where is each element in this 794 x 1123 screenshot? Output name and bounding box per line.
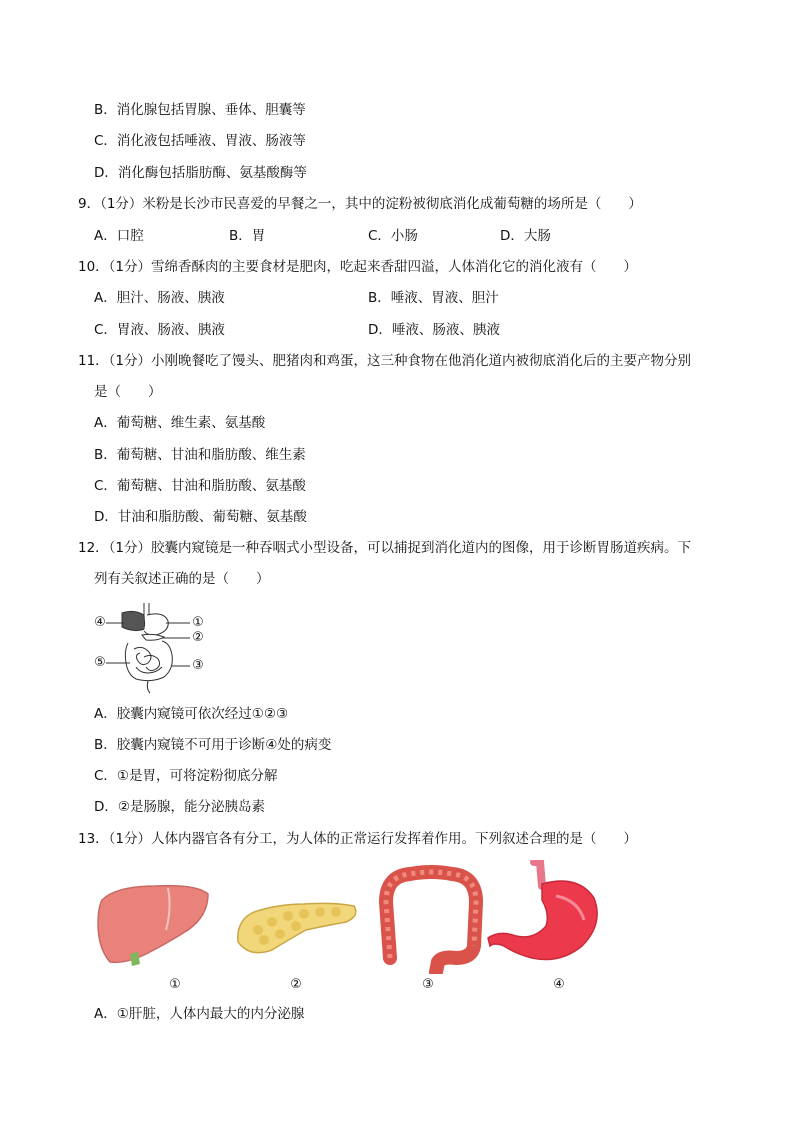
q11-option-b: B．葡萄糖、甘油和脂肪酸、维生素 bbox=[94, 447, 306, 463]
q11-option-a: A．葡萄糖、维生素、氨基酸 bbox=[94, 415, 266, 431]
q12-option-a: A．胶囊内窥镜可依次经过①②③ bbox=[94, 706, 289, 722]
pancreas-image bbox=[234, 890, 362, 960]
caption-liver: ① bbox=[169, 977, 181, 992]
q12-stem-line1: 12．（1分）胶囊内窥镜是一种吞咽式小型设备，可以捕捉到消化道内的图像，用于诊断胃肠道疾病。下 bbox=[78, 540, 692, 556]
q9-option-d: D．大肠 bbox=[500, 228, 551, 244]
liver-image bbox=[96, 878, 211, 970]
stomach-image bbox=[486, 860, 604, 972]
q11-option-d: D．甘油和脂肪酸、葡萄糖、氨基酸 bbox=[94, 509, 307, 525]
q9-stem: 9．（1分）米粉是长沙市民喜爱的早餐之一，其中的淀粉被彻底消化成葡萄糖的场所是（ ） bbox=[78, 196, 642, 212]
q12-option-b: B．胶囊内窥镜不可用于诊断④处的病变 bbox=[94, 737, 332, 753]
diagram-label-pancreas: ② bbox=[192, 630, 204, 645]
q10-option-a: A．胆汁、肠液、胰液 bbox=[94, 290, 225, 306]
q11-stem-line2: 是（ ） bbox=[94, 384, 162, 400]
caption-pancreas: ② bbox=[290, 977, 302, 992]
q10-option-b: B．唾液、胃液、胆汁 bbox=[368, 290, 499, 306]
q12-stem-line2: 列有关叙述正确的是（ ） bbox=[94, 571, 270, 587]
q11-option-c: C．葡萄糖、甘油和脂肪酸、氨基酸 bbox=[94, 478, 306, 494]
q9-option-a: A．口腔 bbox=[94, 228, 144, 244]
diagram-label-stomach: ① bbox=[192, 615, 204, 630]
stomach-drawing bbox=[486, 860, 604, 972]
digestive-system-diagram bbox=[92, 603, 217, 695]
q9-option-b: B．胃 bbox=[229, 228, 266, 244]
q13-stem: 13．（1分）人体内器官各有分工，为人体的正常运行发挥着作用。下列叙述合理的是（ ） bbox=[78, 831, 638, 847]
large-intestine-image bbox=[376, 862, 486, 974]
q10-option-c: C．胃液、肠液、胰液 bbox=[94, 322, 225, 338]
q8-option-b: B．消化腺包括胃腺、垂体、胆囊等 bbox=[94, 102, 306, 118]
caption-large-intestine: ③ bbox=[422, 977, 434, 992]
q12-option-d: D．②是肠腺，能分泌胰岛素 bbox=[94, 799, 265, 815]
diagram-label-small-intestine: ⑤ bbox=[94, 655, 106, 670]
caption-stomach: ④ bbox=[553, 977, 565, 992]
q13-option-a: A．①肝脏，人体内最大的内分泌腺 bbox=[94, 1006, 305, 1022]
large-intestine-drawing bbox=[376, 862, 486, 974]
q12-option-c: C．①是胃，可将淀粉彻底分解 bbox=[94, 768, 278, 784]
diagram-label-liver: ④ bbox=[94, 615, 106, 630]
diagram-label-large-intestine: ③ bbox=[192, 658, 204, 673]
q8-option-d: D．消化酶包括脂肪酶、氨基酸酶等 bbox=[94, 165, 307, 181]
q10-stem: 10．（1分）雪绵香酥肉的主要食材是肥肉，吃起来香甜四溢，人体消化它的消化液有（ ） bbox=[78, 259, 638, 275]
q10-option-d: D．唾液、肠液、胰液 bbox=[368, 322, 500, 338]
q8-option-c: C．消化液包括唾液、胃液、肠液等 bbox=[94, 133, 306, 149]
q9-option-c: C．小肠 bbox=[368, 228, 418, 244]
liver-drawing bbox=[96, 878, 211, 970]
q11-stem-line1: 11．（1分）小刚晚餐吃了馒头、肥猪肉和鸡蛋，这三种食物在他消化道内被彻底消化后的主要产物分别 bbox=[78, 353, 692, 369]
pancreas-drawing bbox=[234, 890, 362, 960]
